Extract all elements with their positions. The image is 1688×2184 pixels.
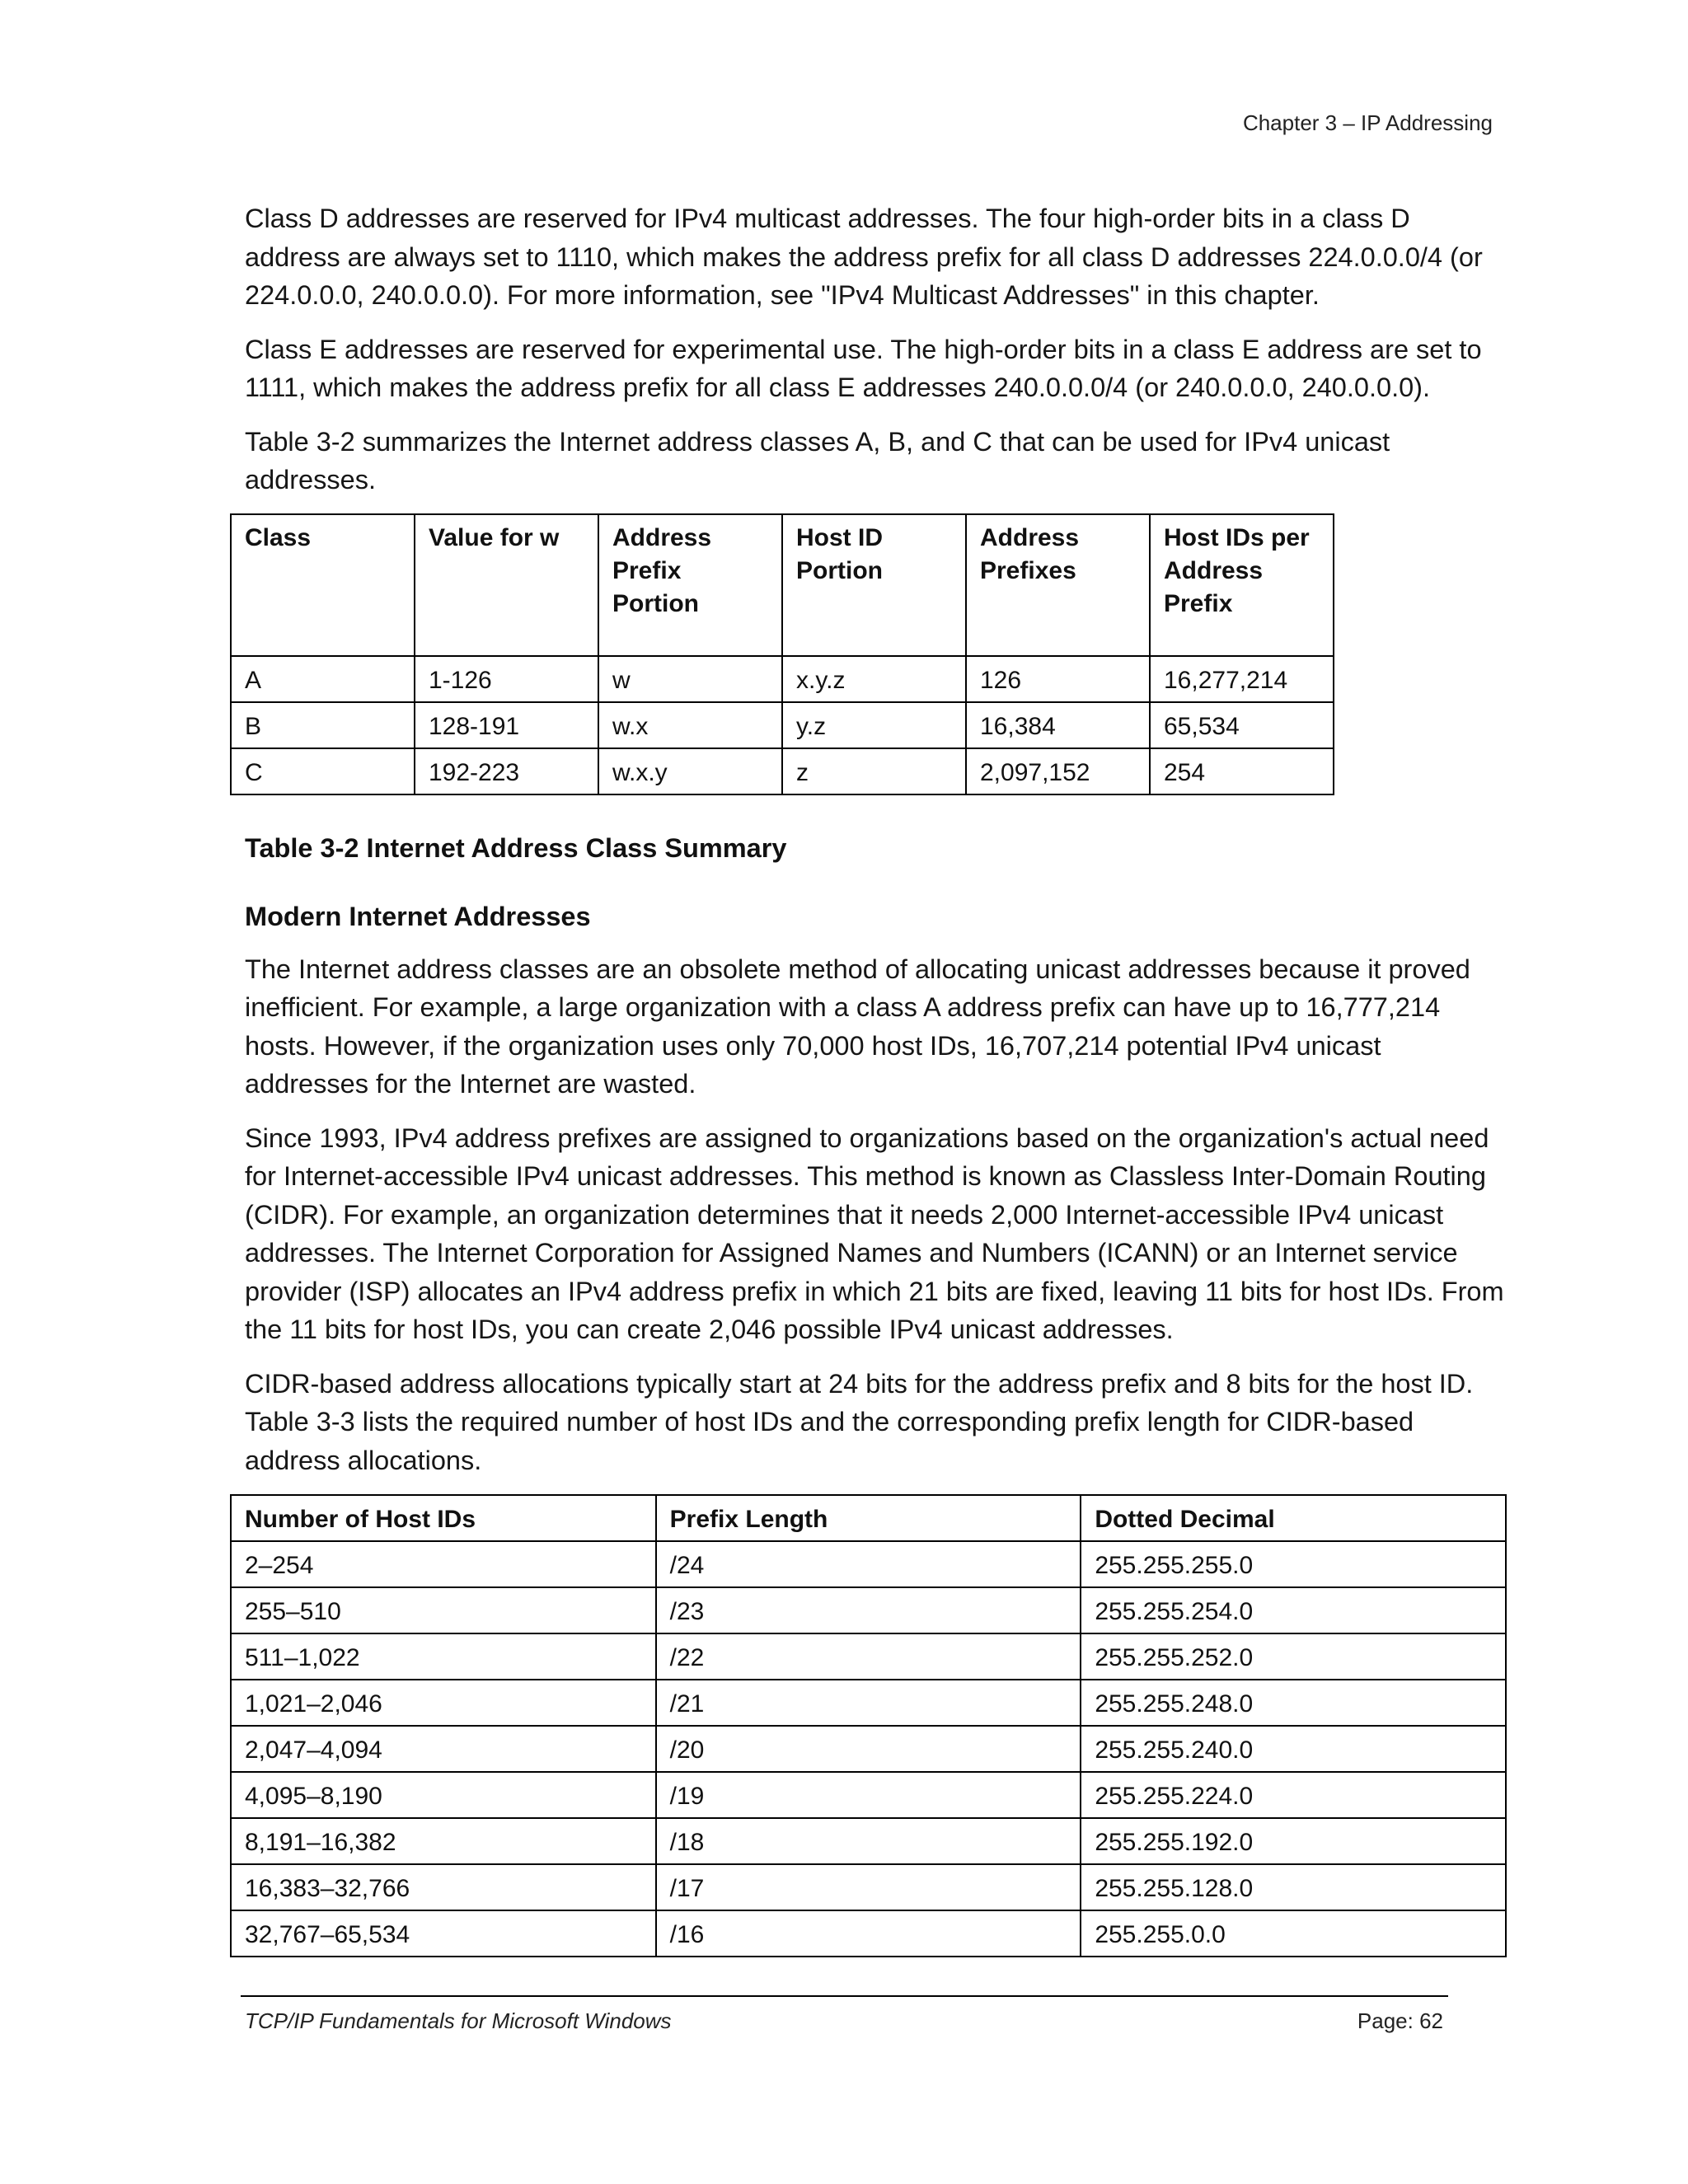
table-row	[231, 1633, 1506, 1680]
table-cell: w.x.y	[598, 748, 782, 794]
table-cell: 32,767–65,534	[231, 1910, 656, 1957]
table-cell: w.x	[598, 702, 782, 748]
paragraph-class-d: Class D addresses are reserved for IPv4 multicast addresses. The four high-order bits in a class D address are always set to 1110, which makes the address prefix for all class D addresses 224.0.0.0/4 (or 224.0.0.0, 240.0.0.0). For more information, see "IPv4 Multicast Addresses" in this chapter.	[245, 204, 1483, 310]
table-row	[231, 1818, 1506, 1864]
table-header-row	[231, 1495, 1506, 1541]
table-cell: 2,047–4,094	[231, 1726, 656, 1772]
table-cell: /22	[656, 1633, 1081, 1680]
table-header-cell: Address Prefix Portion	[598, 514, 782, 656]
table-header-cell: Class	[231, 514, 415, 656]
footer-page-number: Page: 62	[1357, 2008, 1443, 2033]
table-row	[231, 1864, 1506, 1910]
table-cell: 16,384	[966, 702, 1150, 748]
table-cell: y.z	[782, 702, 966, 748]
footer-divider	[241, 1995, 1448, 1997]
table-row	[231, 1587, 1506, 1633]
chapter-header: Chapter 3 – IP Addressing	[1242, 110, 1493, 135]
table-row	[231, 748, 1334, 794]
table-cell: A	[231, 656, 415, 702]
table-cell: 2–254	[231, 1541, 656, 1587]
table-cell: 16,277,214	[1150, 656, 1334, 702]
table-cell: 255.255.252.0	[1081, 1633, 1506, 1680]
table-cell: /20	[656, 1726, 1081, 1772]
page-content	[245, 199, 1506, 1957]
table-row	[231, 1680, 1506, 1726]
table-row	[231, 1726, 1506, 1772]
table-cell: 255.255.254.0	[1081, 1587, 1506, 1633]
table-cell: 2,097,152	[966, 748, 1150, 794]
table-cell: 255.255.248.0	[1081, 1680, 1506, 1726]
paragraph-class-e: Class E addresses are reserved for experimental use. The high-order bits in a class E address are set to 1111, which makes the address prefix for all class E addresses 240.0.0.0/4 (or 240.0.0.0, 240.0.0.0).	[245, 334, 1482, 402]
table-cell: 128-191	[415, 702, 598, 748]
table-header-row	[231, 514, 1334, 656]
table-cell: 16,383–32,766	[231, 1864, 656, 1910]
address-class-table	[230, 513, 1334, 795]
table-header-cell: Address Prefixes	[966, 514, 1150, 656]
table-cell: 255–510	[231, 1587, 656, 1633]
table-cell: /21	[656, 1680, 1081, 1726]
paragraph-obsolete-classes: The Internet address classes are an obsolete method of allocating unicast addresses because it proved inefficient. For example, a large organization with a class A address prefix can have up to 16,777,214 hosts. However, if the organization uses only 70,000 host IDs, 16,707,214 potential IPv4 unicast addresses for the Internet are wasted.	[245, 954, 1470, 1099]
table-cell: 255.255.240.0	[1081, 1726, 1506, 1772]
table-cell: x.y.z	[782, 656, 966, 702]
paragraph-cidr-allocations: CIDR-based address allocations typically start at 24 bits for the address prefix and 8 bits for the host ID. Table 3-3 lists the required number of host IDs and the corresponding prefix length for CIDR-based address allocations.	[245, 1368, 1474, 1475]
table-cell: 255.255.192.0	[1081, 1818, 1506, 1864]
table-row	[231, 1910, 1506, 1957]
table-cell: 511–1,022	[231, 1633, 656, 1680]
table-header-cell: Value for w	[415, 514, 598, 656]
table-header-cell: Dotted Decimal	[1081, 1495, 1506, 1541]
table-header-cell: Prefix Length	[656, 1495, 1081, 1541]
table-cell: /23	[656, 1587, 1081, 1633]
table-row	[231, 1772, 1506, 1818]
table-cell: 4,095–8,190	[231, 1772, 656, 1818]
table-cell: 255.255.128.0	[1081, 1864, 1506, 1910]
table-row	[231, 1541, 1506, 1587]
table-cell: 126	[966, 656, 1150, 702]
cidr-prefix-table	[230, 1494, 1507, 1957]
table-row	[231, 656, 1334, 702]
table-cell: C	[231, 748, 415, 794]
table-cell: z	[782, 748, 966, 794]
footer-book-title: TCP/IP Fundamentals for Microsoft Windows	[245, 2008, 672, 2033]
table-cell: 254	[1150, 748, 1334, 794]
paragraph-table-intro: Table 3-2 summarizes the Internet address classes A, B, and C that can be used for IPv4 unicast addresses.	[245, 426, 1390, 494]
table-header-cell: Host IDs per Address Prefix	[1150, 514, 1334, 656]
table-cell: 8,191–16,382	[231, 1818, 656, 1864]
section-heading: Modern Internet Addresses	[245, 901, 591, 931]
table-caption: Table 3-2 Internet Address Class Summary	[245, 832, 787, 863]
table-cell: 255.255.255.0	[1081, 1541, 1506, 1587]
table-cell: /19	[656, 1772, 1081, 1818]
table-cell: 255.255.0.0	[1081, 1910, 1506, 1957]
table-cell: 1,021–2,046	[231, 1680, 656, 1726]
paragraph-cidr: Since 1993, IPv4 address prefixes are assigned to organizations based on the organization's actual need for Internet-accessible IPv4 unicast addresses. This method is known as Classless Inter-Domain Routing (CIDR). For example, an organization determines that it needs 2,000 Internet-accessible IPv4 unicast addresses. The Internet Corporation for Assigned Names and Numbers (ICANN) or an Internet service provider (ISP) allocates an IPv4 address prefix in which 21 bits are fixed, leaving 11 bits for host IDs. From the 11 bits for host IDs, you can create 2,046 possible IPv4 unicast addresses.	[245, 1122, 1504, 1344]
table-cell: 1-126	[415, 656, 598, 702]
table-row	[231, 702, 1334, 748]
table-cell: /17	[656, 1864, 1081, 1910]
table-cell: 192-223	[415, 748, 598, 794]
table-cell: /16	[656, 1910, 1081, 1957]
table-cell: /24	[656, 1541, 1081, 1587]
table-cell: B	[231, 702, 415, 748]
table-cell: /18	[656, 1818, 1081, 1864]
table-header-cell: Number of Host IDs	[231, 1495, 656, 1541]
table-header-cell: Host ID Portion	[782, 514, 966, 656]
table-cell: 255.255.224.0	[1081, 1772, 1506, 1818]
table-cell: 65,534	[1150, 702, 1334, 748]
table-cell: w	[598, 656, 782, 702]
